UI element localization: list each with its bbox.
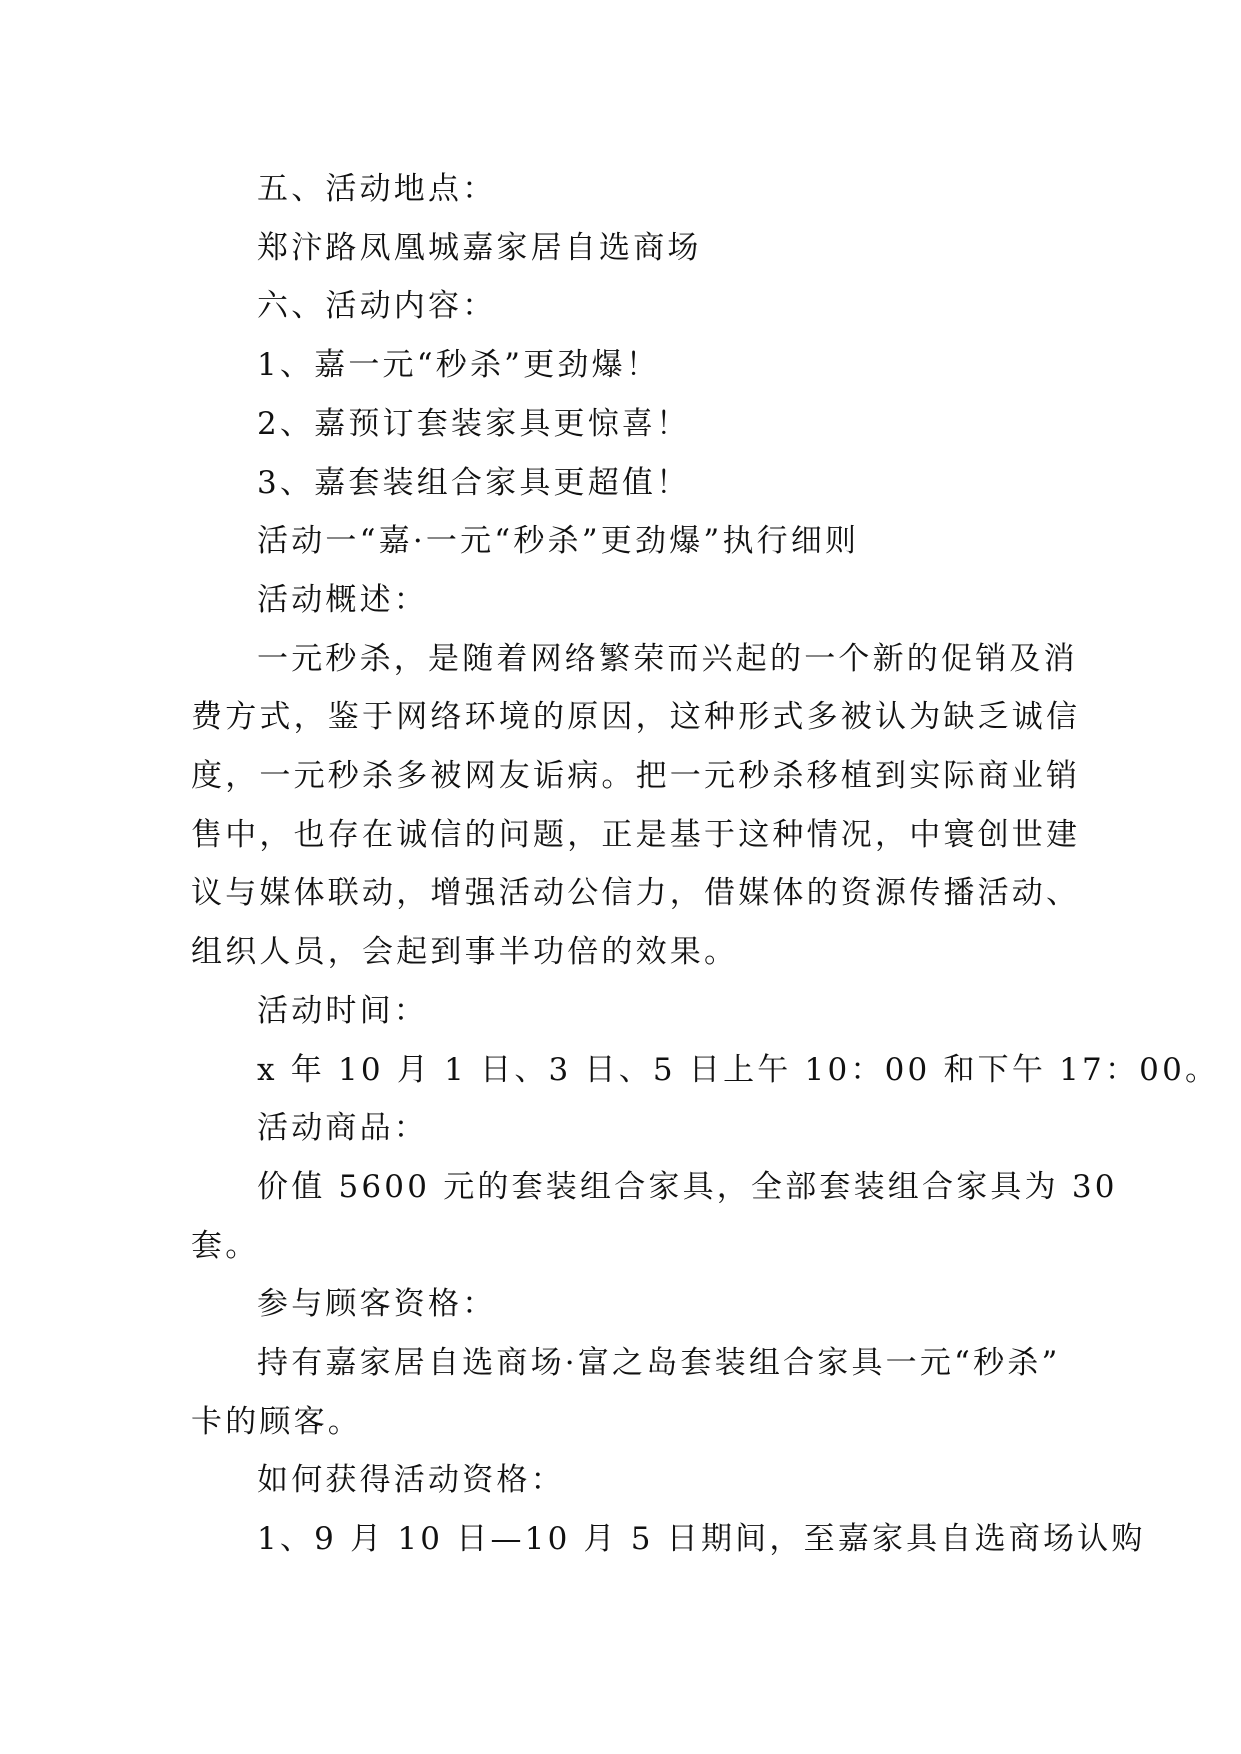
text-line: 1、嘉一元“秒杀”更劲爆！ [257, 347, 661, 384]
text-line: 参与顾客资格： [257, 1286, 497, 1323]
text-line: 一元秒杀，是随着网络繁荣而兴起的一个新的促销及消 [257, 640, 1078, 677]
text-line: 2、嘉预订套装家具更惊喜！ [257, 405, 691, 442]
text-line: 活动概述： [257, 581, 428, 618]
text-line: 六、活动内容： [257, 288, 497, 325]
text-line: 套。 [191, 1227, 260, 1264]
text-line: 售中，也存在诚信的问题，正是基于这种情况，中寰创世建 [191, 816, 1081, 853]
text-line: 3、嘉套装组合家具更超值！ [257, 464, 691, 501]
text-line: 郑汴路凤凰城嘉家居自选商场 [257, 229, 702, 266]
text-line: 如何获得活动资格： [257, 1462, 565, 1499]
text-line: 度，一元秒杀多被网友诟病。把一元秒杀移植到实际商业销 [191, 758, 1081, 795]
text-line: 组织人员，会起到事半功倍的效果。 [191, 934, 739, 971]
text-line: 五、活动地点： [257, 171, 497, 207]
text-line: 活动一“嘉·一元“秒杀”更劲爆”执行细则 [257, 523, 860, 560]
text-line: 持有嘉家居自选商场·富之岛套装组合家具一元“秒杀” [257, 1345, 1061, 1382]
text-line: 1、9 月 10 日—10 月 5 日期间，至嘉家具自选商场认购 [257, 1521, 1146, 1558]
text-line: 活动时间： [257, 992, 428, 1029]
text-line: x 年 10 月 1 日、3 日、5 日上午 10：00 和下午 17：00。 [257, 1051, 1220, 1088]
text-line: 费方式，鉴于网络环境的原因，这种形式多被认为缺乏诚信 [191, 699, 1081, 736]
document-body [191, 160, 1220, 1569]
text-line: 活动商品： [257, 1110, 428, 1147]
text-line: 价值 5600 元的套装组合家具，全部套装组合家具为 30 [257, 1168, 1118, 1205]
text-line: 议与媒体联动，增强活动公信力，借媒体的资源传播活动、 [191, 875, 1081, 912]
text-line: 卡的顾客。 [191, 1403, 362, 1440]
